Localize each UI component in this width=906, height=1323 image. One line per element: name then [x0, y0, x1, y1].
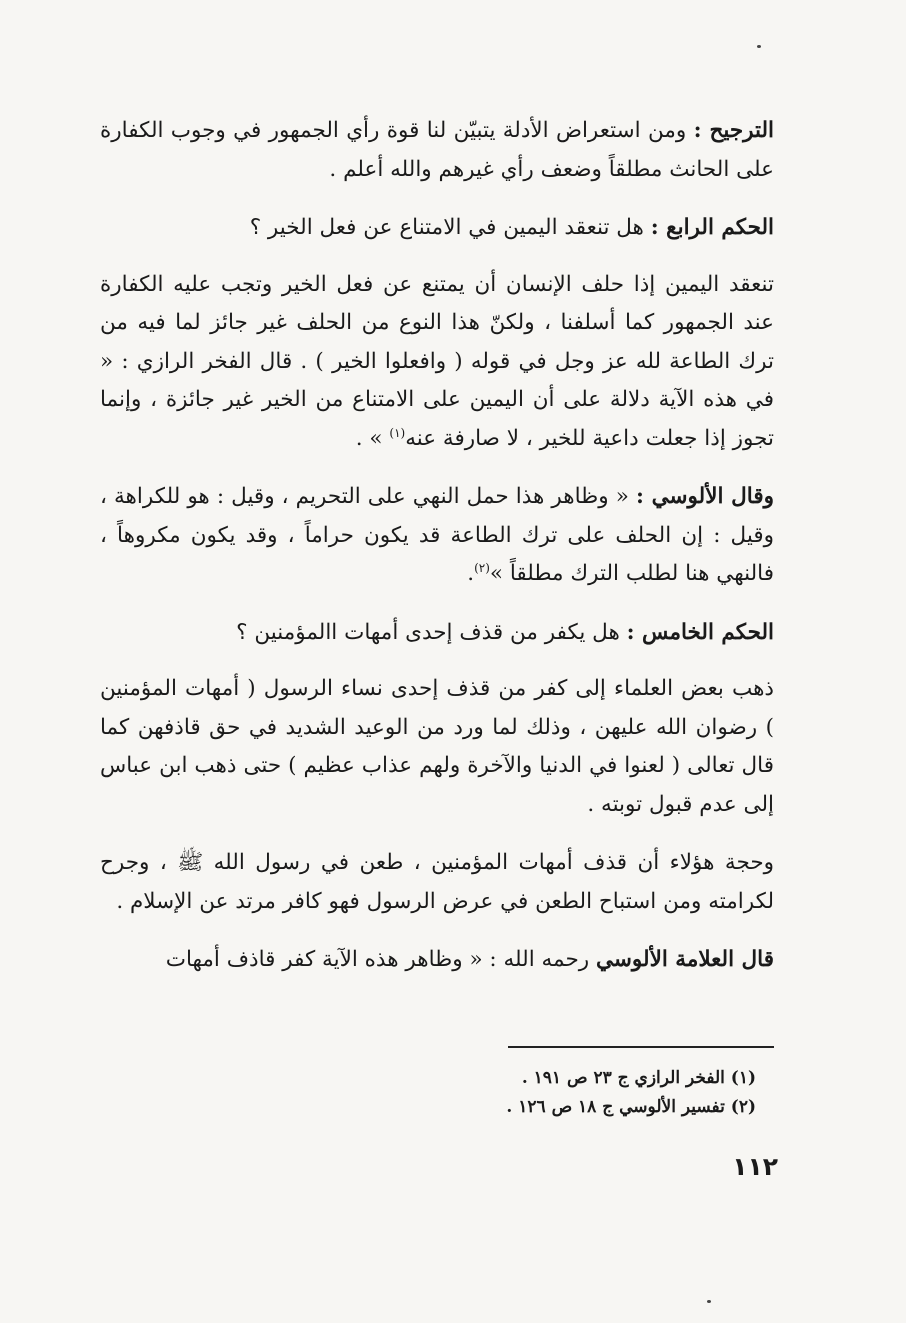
paragraph-lead: قال العلامة الألوسي — [595, 947, 774, 972]
heading-text: هل تنعقد اليمين في الامتناع عن فعل الخير ؟ — [249, 215, 651, 240]
scan-speck — [757, 45, 761, 48]
footnote-divider — [508, 1046, 774, 1048]
heading-fifth-ruling — [100, 614, 774, 653]
paragraph-text: تنعقد اليمين إذا حلف الإنسان أن يمتنع عن فعل الخير وتجب عليه الكفارة عند الجمهور كما أسلفنا ، ولكنّ هذا النوع من الحلف غير جائز لما فيه من ترك الطاعة لله عز وجل في قوله ( وافعلوا الخير ) . قال الفخر الرازي : « في هذه الآية دلالة على أن اليمين على الامتناع من الخير غير جائزة ، وإنما تجوز إذا جعلت داعية للخير ، لا صارفة عنه — [100, 271, 774, 451]
scan-speck — [707, 1300, 711, 1303]
paragraph-text: وحجة هؤلاء أن قذف أمهات المؤمنين ، طعن في رسول الله ﷺ ، وجرح لكرامته ومن استباح الطعن في عرض الرسول فهو كافر مرتد عن الإسلام . — [100, 850, 774, 914]
paragraph-lead: وقال الألوسي : — [635, 484, 774, 509]
paragraph-oath-on-good — [100, 266, 774, 459]
paragraph-text: ذهب بعض العلماء إلى كفر من قذف إحدى نساء الرسول ( أمهات المؤمنين ) رضوان الله عليهن ، وذلك لما ورد من الوعيد الشديد في حق قاذفهن كما قال تعالى ( لعنوا في الدنيا والآخرة ولهم عذاب عظيم ) حتى ذهب ابن عباس إلى عدم قبول توبته . — [100, 676, 774, 817]
paragraph-tarjih — [100, 112, 774, 189]
page-number: ١١٢ — [732, 1152, 778, 1181]
heading-lead: الحكم الرابع : — [650, 215, 774, 240]
heading-text: هل يكفر من قذف إحدى أمهات االمؤمنين ؟ — [236, 619, 627, 645]
footnote-ref-1: (١) — [389, 425, 406, 440]
footnote-ref-2: (٢) — [474, 560, 490, 575]
paragraph-text: « وظاهر هذا حمل النهي على التحريم ، وقيل : هو للكراهة ، وقيل : إن الحلف على ترك الطاعة قد يكون حراماً ، وقد يكون مكروهاً ، فالنهي هنا لطلب الترك مطلقاً » — [100, 484, 774, 586]
paragraph-scholars-view — [100, 670, 774, 824]
paragraph-lead: الترجيح : — [693, 118, 775, 143]
paragraph-tail: . — [467, 561, 475, 586]
paragraph-alusi-quote — [100, 941, 774, 980]
paragraph-tail: » . — [355, 425, 390, 451]
paragraph-alusi — [100, 478, 774, 594]
paragraph-argument — [100, 844, 774, 921]
heading-lead: الحكم الخامس : — [626, 619, 774, 645]
heading-fourth-ruling — [100, 209, 774, 248]
footnotes — [336, 1064, 756, 1122]
paragraph-text: ومن استعراض الأدلة يتبيّن لنا قوة رأي الجمهور في وجوب الكفارة على الحانث مطلقاً وضعف رأي غيرهم والله أعلم . — [100, 118, 774, 182]
paragraph-text: رحمه الله : « وظاهر هذه الآية كفر قاذف أمهات — [165, 947, 596, 972]
footnote-1: (١) الفخر الرازي ج ٢٣ ص ١٩١ . — [521, 1068, 756, 1088]
footnote-2: (٢) تفسير الألوسي ج ١٨ ص ١٢٦ . — [506, 1097, 756, 1117]
